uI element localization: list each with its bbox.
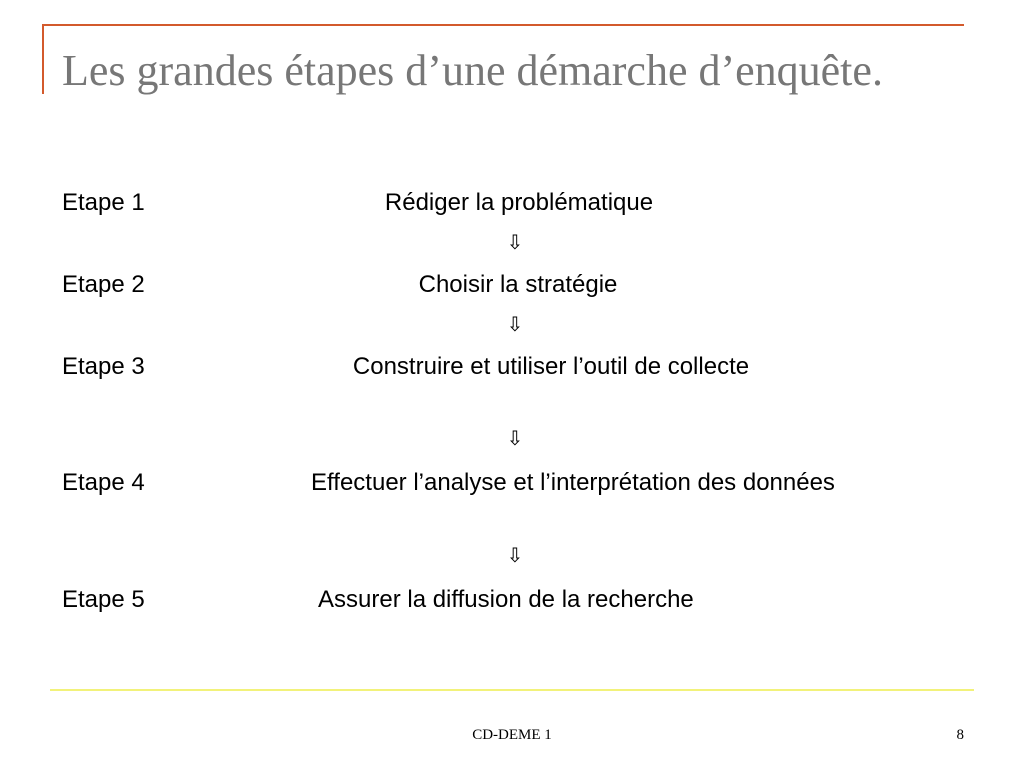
step-4-text: Effectuer l’analyse et l’interprétation des données <box>311 469 835 496</box>
down-arrow-icon: ⇩ <box>506 543 524 567</box>
accent-left-rule <box>42 24 44 94</box>
down-arrow-icon: ⇩ <box>506 312 524 336</box>
step-2-label: Etape 2 <box>62 271 145 298</box>
slide-title: Les grandes étapes d’une démarche d’enquête. <box>62 46 883 95</box>
step-4-label: Etape 4 <box>62 469 145 496</box>
step-5-label: Etape 5 <box>62 586 145 613</box>
footer-rule <box>50 689 974 691</box>
down-arrow-icon: ⇩ <box>506 426 524 450</box>
page-number: 8 <box>956 727 964 743</box>
step-1-label: Etape 1 <box>62 189 145 216</box>
step-5-text: Assurer la diffusion de la recherche <box>318 586 694 613</box>
accent-top-rule <box>42 24 964 26</box>
step-2-text: Choisir la stratégie <box>418 271 618 298</box>
step-3-text: Construire et utiliser l’outil de collecte <box>352 353 750 380</box>
down-arrow-icon: ⇩ <box>506 230 524 254</box>
footer-label: CD-DEME 1 <box>472 727 552 743</box>
step-1-text: Rédiger la problématique <box>384 189 654 216</box>
step-3-label: Etape 3 <box>62 353 145 380</box>
